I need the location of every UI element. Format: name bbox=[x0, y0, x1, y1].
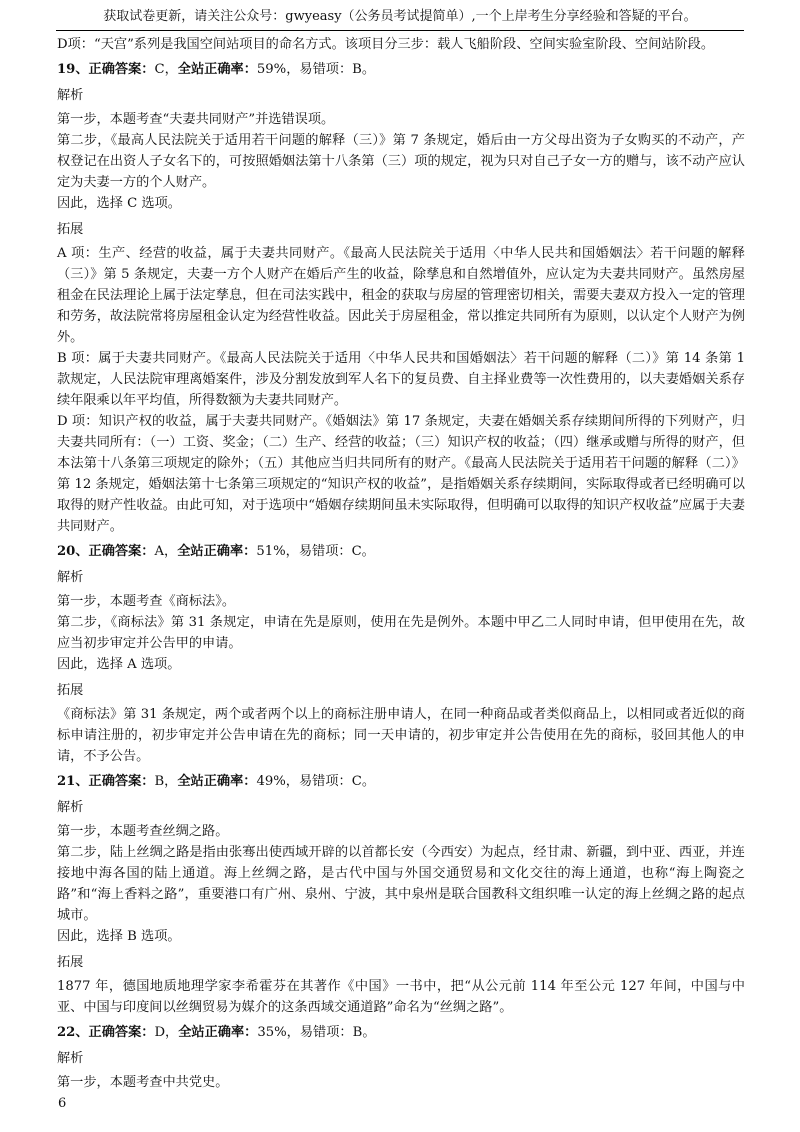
q22-answer-value: D， bbox=[154, 1025, 179, 1040]
q19-conclusion: 因此，选择 C 选项。 bbox=[57, 196, 181, 211]
q19-rate-value: 59%，易错项：B。 bbox=[256, 62, 376, 77]
q20-number: 20、 bbox=[57, 544, 89, 559]
q18-option-d-text: D项：“天宫”系列是我国空间站项目的命名方式。该项目分三步：载人飞船阶段、空间实验室阶段、空间站阶段。 bbox=[57, 37, 715, 52]
q19-extension-d: D 项：知识产权的收益，属于夫妻共同财产。《婚姻法》第 17 条规定，夫妻在婚姻关系存续期间所得的下列财产，归夫妻共同所有：（一）工资、奖金；（二）生产、经营的收益；（三）知识产权的收益；（四）继承或赠与所得的财产，但本法第十八条第三项规定的除外；（五）其他应当归共同所有的财产。《最高人民法院关于适用若干问题的解释（二）》第 12 条规定，婚姻法第十七条第三项规定的“知识产权的收益”，是指婚姻关系存续期间，实际取得或者已经明确可以取得的财产性收益。由此可知，对于选项中“婚姻存续期间虽未实际取得，但明确可以取得的知识产权收益”应属于夫妻共同财产。 bbox=[57, 414, 745, 534]
q20-answer-line bbox=[57, 541, 745, 562]
q21-step1: 第一步，本题考查丝绸之路。 bbox=[57, 824, 229, 839]
q19-rate-label: 全站正确率： bbox=[177, 62, 257, 77]
q19-answer-line bbox=[57, 59, 745, 80]
q22-rate-value: 35%，易错项：B。 bbox=[257, 1025, 376, 1040]
q19-extension-a: A 项：生产、经营的收益，属于夫妻共同财产。《最高人民法院关于适用〈中华人民共和国婚姻法〉若干问题的解释（三）》第 5 条规定，夫妻一方个人财产在婚后产生的收益，除孳息和自然增值外，应认定为夫妻共同财产。虽然房屋租金在民法理论上属于法定孳息，但在司法实践中，租金的获取与房屋的管理密切相关，需要夫妻双方投入一定的管理和劳务，故法院常将房屋租金认定为经营性收益。因此关于房屋租金，常以推定共同所有为原则，以认定个人财产为例外。 bbox=[57, 246, 745, 345]
q21-extension: 1877 年，德国地质地理学家李希霍芬在其著作《中国》一书中，把“从公元前 114 年至公元 127 年间，中国与中亚、中国与印度间以丝绸贸易为媒介的这条西域交通道路”命名为“丝绸之路”。 bbox=[57, 979, 745, 1015]
q19-step2: 第二步，《最高人民法院关于适用若干问题的解释（三）》第 7 条规定，婚后由一方父母出资为子女购买的不动产，产权登记在出资人子女名下的，可按照婚姻法第十八条第（三）项的规定，视为只对自己子女一方的赠与，该不动产应认定为夫妻一方的个人财产。 bbox=[57, 133, 745, 190]
q19-answer-label: 正确答案： bbox=[88, 62, 155, 77]
q21-rate-value: 49%，易错项：C。 bbox=[256, 774, 376, 789]
q20-answer-value: A， bbox=[154, 544, 178, 559]
document-body bbox=[57, 34, 745, 1093]
q20-step1: 第一步，本题考查《商标法》。 bbox=[57, 594, 236, 609]
q22-answer-label: 正确答案： bbox=[88, 1025, 155, 1040]
q22-step1: 第一步，本题考查中共党史。 bbox=[57, 1075, 229, 1090]
q20-extension-heading: 拓展 bbox=[57, 683, 84, 698]
q21-answer-line bbox=[57, 771, 745, 792]
q19-analysis-heading: 解析 bbox=[57, 88, 84, 103]
q21-number: 21、 bbox=[57, 774, 89, 789]
q20-analysis-heading: 解析 bbox=[57, 570, 84, 585]
q22-answer-line bbox=[57, 1022, 745, 1043]
q21-answer-value: B， bbox=[154, 774, 178, 789]
q20-rate-label: 全站正确率： bbox=[177, 544, 257, 559]
q21-analysis-heading: 解析 bbox=[57, 800, 84, 815]
q21-conclusion: 因此，选择 B 选项。 bbox=[57, 929, 181, 944]
q21-step2: 第二步，陆上丝绸之路是指由张骞出使西域开辟的以首都长安（今西安）为起点，经甘肃、新疆，到中亚、西亚，并连接地中海各国的陆上通道。海上丝绸之路，是古代中国与外国交通贸易和文化交往的海上通道，也称“海上陶瓷之路”和“海上香料之路”，重要港口有广州、泉州、宁波，其中泉州是联合国教科文组织唯一认定的海上丝绸之路的起点城市。 bbox=[57, 845, 745, 923]
page-number: 6 bbox=[58, 1096, 67, 1111]
q19-answer-value: C， bbox=[154, 62, 178, 77]
q20-rate-value: 51%，易错项：C。 bbox=[256, 544, 375, 559]
q20-answer-label: 正确答案： bbox=[88, 544, 155, 559]
q20-step2: 第二步，《商标法》第 31 条规定，申请在先是原则，使用在先是例外。本题中甲乙二人同时申请，但甲使用在先，故应当初步审定并公告甲的申请。 bbox=[57, 615, 745, 651]
q22-rate-label: 全站正确率： bbox=[178, 1025, 258, 1040]
q21-rate-label: 全站正确率： bbox=[177, 774, 257, 789]
q20-conclusion: 因此，选择 A 选项。 bbox=[57, 657, 181, 672]
page-header-notice: 获取试卷更新，请关注公众号：gwyeasy（公务员考试提简单）,一个上岸考生分享经验和答疑的平台。 bbox=[103, 9, 697, 24]
q19-extension-heading: 拓展 bbox=[57, 222, 84, 237]
q20-extension: 《商标法》第 31 条规定，两个或者两个以上的商标注册申请人，在同一种商品或者类似商品上，以相同或者近似的商标申请注册的，初步审定并公告申请在先的商标；同一天申请的，初步审定并公告使用在先的商标，驳回其他人的申请，不予公告。 bbox=[57, 707, 745, 764]
q21-answer-label: 正确答案： bbox=[88, 774, 155, 789]
q19-step1: 第一步，本题考查“夫妻共同财产”并选错误项。 bbox=[57, 112, 335, 127]
q22-analysis-heading: 解析 bbox=[57, 1051, 84, 1066]
q19-extension-b: B 项：属于夫妻共同财产。《最高人民法院关于适用〈中华人民共和国婚姻法〉若干问题的解释（二）》第 14 条第 1 款规定，人民法院审理离婚案件，涉及分割发放到军人名下的复员费、自主择业费等一次性费用的，以夫妻婚姻关系存续年限乘以年平均值，所得数额为夫妻共同财产。 bbox=[57, 351, 745, 408]
q21-extension-heading: 拓展 bbox=[57, 955, 84, 970]
header-divider bbox=[56, 30, 744, 31]
q19-number: 19、 bbox=[57, 62, 89, 77]
q22-number: 22、 bbox=[57, 1025, 89, 1040]
